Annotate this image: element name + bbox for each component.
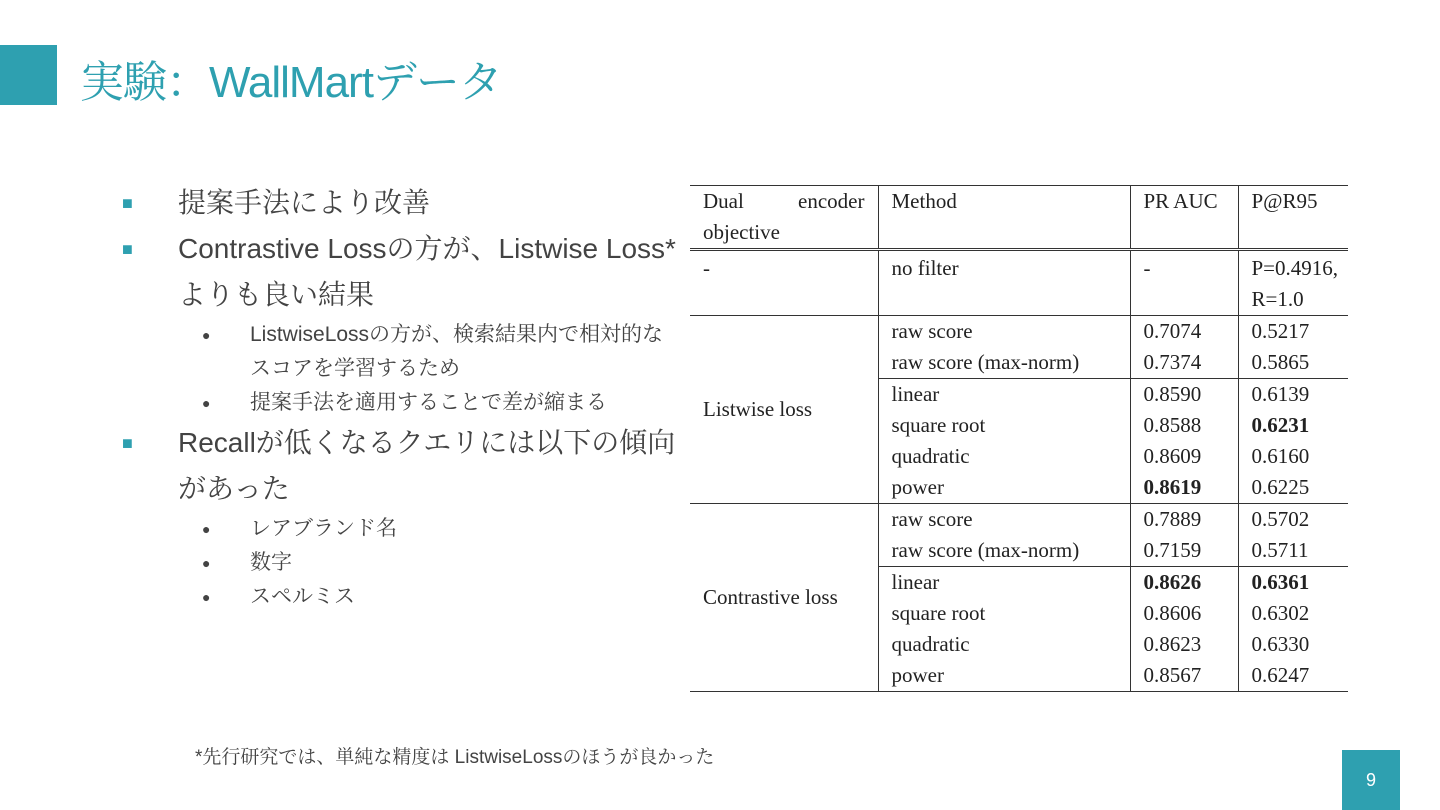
page-number: 9	[1342, 750, 1400, 810]
table-row: linear 0.8590 0.6139	[690, 379, 1348, 411]
dot-bullet-icon: ●	[202, 395, 211, 411]
table-row: power 0.8567 0.6247	[690, 660, 1348, 692]
sub-bullet-item: ● ListwiseLossの方が、検索結果内で相対的なスコアを学習するため	[122, 318, 682, 386]
group-label: Contrastive loss	[703, 585, 838, 609]
table-row: linear 0.8626 0.6361	[690, 567, 1348, 599]
table-row: raw score (max-norm) 0.7374 0.5865	[690, 347, 1348, 379]
table-row: square root 0.8588 0.6231	[690, 410, 1348, 441]
bullet-item: ■ 提案手法により改善	[122, 180, 682, 226]
header-p-r95: P@R95	[1238, 186, 1348, 250]
slide-title: 実験：WallMartデータ	[80, 58, 502, 107]
square-bullet-icon: ■	[122, 193, 133, 213]
table-row: Contrastive loss raw score 0.7889 0.5702	[690, 504, 1348, 536]
results-table-container	[690, 185, 1348, 692]
table-row: square root 0.8606 0.6302	[690, 598, 1348, 629]
group-label: Listwise loss	[703, 397, 813, 421]
table-row: quadratic 0.8609 0.6160	[690, 441, 1348, 472]
dot-bullet-icon: ●	[202, 521, 211, 537]
table-row: Listwise loss raw score 0.7074 0.5217	[690, 316, 1348, 348]
bullet-item: ■ Recallが低くなるクエリには以下の傾向があった	[122, 420, 682, 512]
table-row: - no filter - P=0.4916, R=1.0	[690, 250, 1348, 316]
square-bullet-icon: ■	[122, 239, 133, 259]
results-table	[690, 185, 1348, 692]
dot-bullet-icon: ●	[202, 589, 211, 605]
footnote: *先行研究では、単純な精度は ListwiseLossのほうが良かった	[195, 747, 715, 768]
table-row: raw score (max-norm) 0.7159 0.5711	[690, 535, 1348, 567]
dot-bullet-icon: ●	[202, 327, 211, 343]
table-row: power 0.8619 0.6225	[690, 472, 1348, 504]
header-method: Method	[878, 186, 1130, 250]
dot-bullet-icon: ●	[202, 555, 211, 571]
sub-bullet-item: ● レアブランド名	[122, 512, 682, 546]
header-objective: Dual encoder objective	[690, 186, 878, 250]
bullet-item: ■ Contrastive Lossの方が、Listwise Loss*よりも良い結果	[122, 226, 682, 318]
sub-bullet-item: ● 提案手法を適用することで差が縮まる	[122, 386, 682, 420]
sub-bullet-item: ● スペルミス	[122, 580, 682, 614]
bullet-list	[122, 180, 682, 614]
header-pr-auc: PR AUC	[1130, 186, 1238, 250]
sub-bullet-item: ● 数字	[122, 546, 682, 580]
table-row: quadratic 0.8623 0.6330	[690, 629, 1348, 660]
table-header-row	[690, 186, 1348, 250]
title-accent-block	[0, 45, 57, 105]
square-bullet-icon: ■	[122, 433, 133, 453]
